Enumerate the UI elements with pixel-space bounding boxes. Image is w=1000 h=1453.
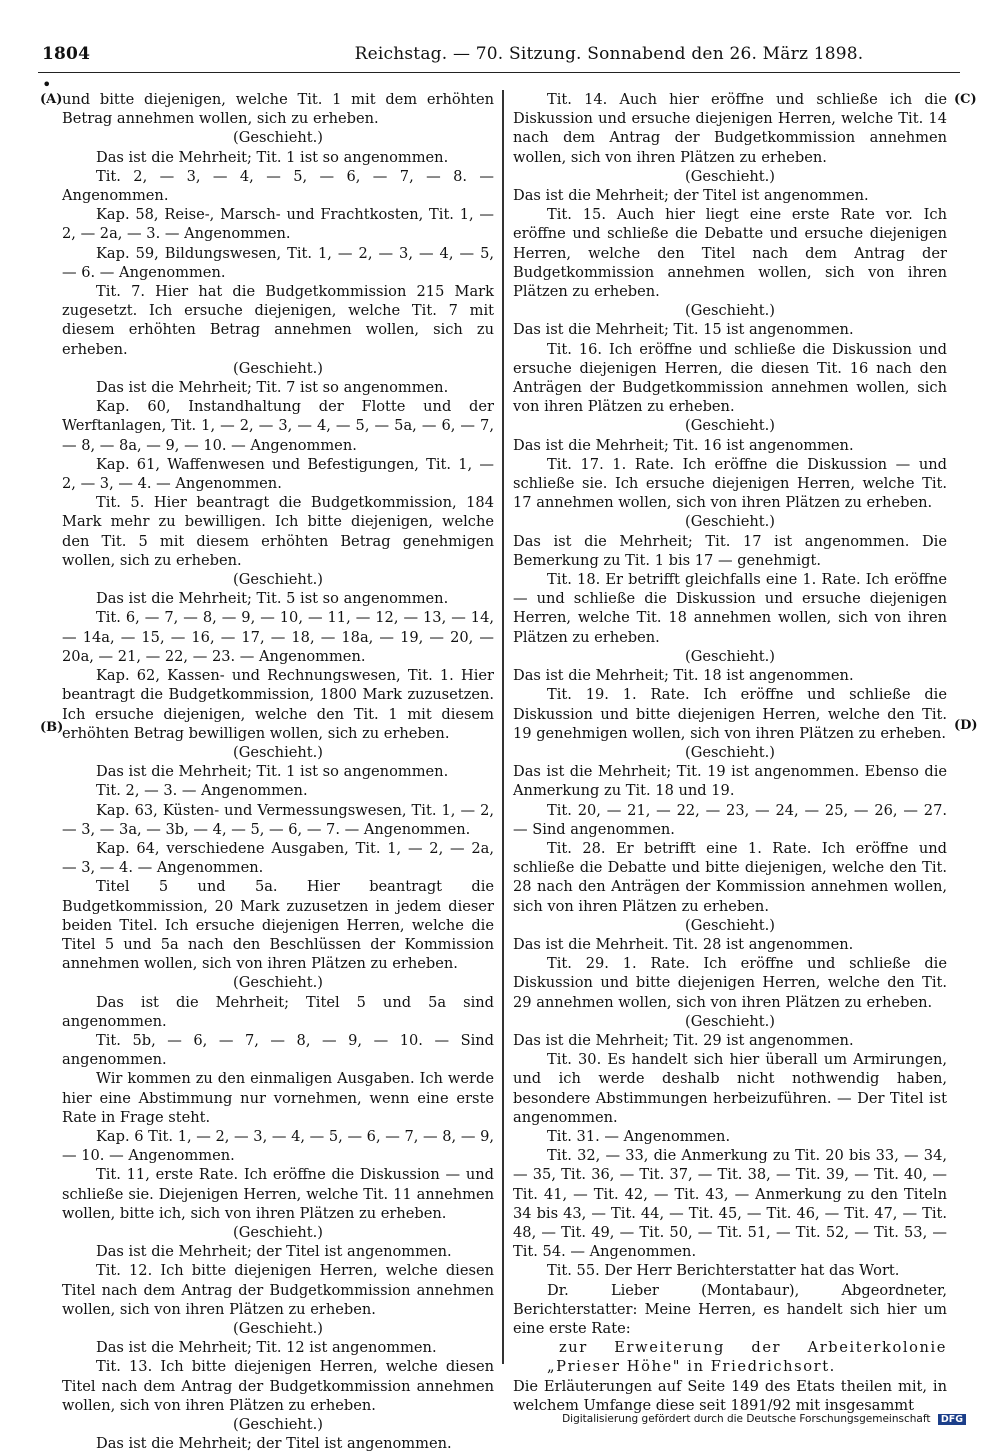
- paragraph: Tit. 18. Er betrifft gleichfalls eine 1. Rate. Ich eröffne — und schließe die Diskussion und ersuche diejenigen Herren, welche Tit. 18 annehmen wollen, sich von ihren Plätzen zu erheben.: [513, 571, 947, 646]
- applause-note: (Geschieht.): [685, 916, 775, 934]
- paragraph: Kap. 59, Bildungswesen, Tit. 1, — 2, — 3, — 4, — 5, — 6. — Angenommen.: [62, 244, 494, 281]
- page-header: [38, 44, 960, 72]
- applause-note: (Geschieht.): [233, 1416, 323, 1434]
- applause-note: (Geschieht.): [685, 647, 775, 665]
- paragraph: Kap. 61, Waffenwesen und Befestigungen, Tit. 1, — 2, — 3, — 4. — Angenommen.: [62, 455, 494, 493]
- paragraph: Kap. 64, verschiedene Ausgaben, Tit. 1, — 2, — 2a, — 3, — 4. — Angenommen.: [62, 839, 494, 877]
- paragraph: Tit. 16. Ich eröffne und schließe die Diskussion und ersuche diejenigen Herren, die diesen Tit. 16 nach den Anträgen der Budgetkommission annehmen wollen, sich von ihren Plätzen zu erheben.: [513, 340, 947, 416]
- paragraph: Tit. 2, — 3. — Angenommen.: [96, 782, 308, 800]
- paragraph: Tit. 30. Es handelt sich hier überall um Armirungen, und ich werde deshalb nicht nothwendig haben, besondere Abstimmungen herbeizuführen. — Der Titel ist angenommen.: [513, 1051, 947, 1126]
- digitization-credit: [562, 1413, 966, 1425]
- applause-note: (Geschieht.): [685, 743, 775, 761]
- applause-note: (Geschieht.): [685, 302, 775, 320]
- paragraph: Das ist die Mehrheit; Tit. 18 ist angenommen.: [513, 667, 854, 685]
- header-rule: [38, 72, 960, 73]
- dfg-logo: DFG: [938, 1414, 966, 1425]
- paragraph: Das ist die Mehrheit; der Titel ist angenommen.: [96, 1435, 452, 1453]
- paragraph: Kap. 62, Kassen- und Rechnungswesen, Tit. 1. Hier beantragt die Budgetkommission, 1800 Mark zuzusetzen. Ich ersuche diejenigen, welche den Tit. 1 mit diesem erhöhten Betrag bewilligen wollen, sich zu erheben.: [62, 667, 494, 742]
- paragraph: Das ist die Mehrheit; der Titel ist angenommen.: [513, 187, 869, 205]
- paragraph: Tit. 55. Der Herr Berichterstatter hat das Wort.: [547, 1262, 900, 1280]
- applause-note: (Geschieht.): [685, 167, 775, 185]
- paragraph: Das ist die Mehrheit; der Titel ist angenommen.: [96, 1243, 452, 1261]
- paragraph: Tit. 6, — 7, — 8, — 9, — 10, — 11, — 12, — 13, — 14, — 14a, — 15, — 16, — 17, — 18, — 18a, — 19, — 20, — 20a, — 21, — 22, — 23. — Angenommen.: [62, 609, 494, 665]
- paragraph: Titel 5 und 5a. Hier beantragt die Budgetkommission, 20 Mark zuzusetzen in jedem dieser beiden Titel. Ich ersuche diejenigen Herren, welche die Titel 5 und 5a nach den Beschlüssen der Kommission annehmen wollen, sich von ihren Plätzen zu erheben.: [62, 878, 494, 973]
- applause-note: (Geschieht.): [233, 1320, 323, 1337]
- paragraph: Tit. 12. Ich bitte diejenigen Herren, welche diesen Titel nach dem Antrag der Budgetkommission annehmen wollen, sich von ihren Plätzen zu erheben.: [62, 1262, 494, 1318]
- paragraph: Das ist die Mehrheit; Tit. 16 ist angenommen.: [513, 436, 854, 454]
- paragraph: Das ist die Mehrheit; Tit. 12 ist angenommen.: [96, 1339, 437, 1357]
- paragraph: Das ist die Mehrheit; Tit. 7 ist so angenommen.: [96, 379, 449, 397]
- applause-note: (Geschieht.): [233, 571, 323, 589]
- paragraph: Das ist die Mehrheit. Tit. 28 ist angenommen.: [513, 935, 854, 953]
- margin-mark-a: (A): [40, 92, 63, 107]
- applause-note: (Geschieht.): [685, 513, 775, 531]
- paragraph: Kap. 60, Instandhaltung der Flotte und der Werftanlagen, Tit. 1, — 2, — 3, — 4, — 5, — 5a, — 6, — 7, — 8, — 8a, — 9, — 10. — Angenommen.: [62, 398, 494, 454]
- applause-note: (Geschieht.): [233, 129, 323, 147]
- margin-mark-c: (C): [954, 92, 977, 107]
- paragraph: Das ist die Mehrheit; Tit. 15 ist angenommen.: [513, 321, 854, 339]
- paragraph: Tit. 28. Er betrifft eine 1. Rate. Ich eröffne und schließe die Debatte und bitte diejenigen, welche den Tit. 28 nach den Anträgen der Kommission annehmen wollen, sich von ihren Plätzen zu erheben.: [513, 839, 947, 915]
- paragraph: Tit. 31. — Angenommen.: [547, 1127, 731, 1145]
- paragraph: Tit. 14. Auch hier eröffne und schließe ich die Diskussion und ersuche diejenigen Herren, welche Tit. 14 nach dem Antrag der Budgetkommission annehmen wollen, sich von ihren Plätzen zu erheben.: [513, 91, 947, 166]
- paragraph: Tit. 15. Auch hier liegt eine erste Rate vor. Ich eröffne und schließe die Debatte und ersuche diejenigen Herren, welche den Titel nach dem Antrag der Budgetkommission annehmen wollen, sich von ihren Plätzen zu erheben.: [513, 206, 947, 301]
- speaker-paragraph: Dr. Lieber (Montabaur), Abgeordneter, Berichterstatter: Meine Herren, es handelt sich hier um eine erste Rate:: [513, 1281, 947, 1337]
- paragraph: Kap. 63, Küsten- und Vermessungswesen, Tit. 1, — 2, — 3, — 3a, — 3b, — 4, — 5, — 6, — 7. — Angenommen.: [62, 801, 494, 838]
- right-column: [513, 90, 947, 1414]
- running-title: Reichstag. — 70. Sitzung. Sonnabend den 26. März 1898.: [354, 44, 864, 64]
- margin-mark-d: (D): [954, 718, 978, 733]
- applause-note: (Geschieht.): [233, 359, 323, 377]
- applause-note: (Geschieht.): [233, 1223, 323, 1241]
- applause-note: (Geschieht.): [233, 743, 323, 761]
- column-divider: [502, 90, 504, 1364]
- paragraph: Das ist die Mehrheit; Tit. 29 ist angenommen.: [513, 1031, 854, 1049]
- applause-note: (Geschieht.): [685, 417, 775, 435]
- credit-text: Digitalisierung gefördert durch die Deutsche Forschungsgemeinschaft: [562, 1413, 931, 1425]
- paragraph: Das ist die Mehrheit; Titel 5 und 5a sind angenommen.: [62, 993, 494, 1030]
- paragraph: Tit. 2, — 3, — 4, — 5, — 6, — 7, — 8. — Angenommen.: [62, 167, 494, 205]
- paragraph: Das ist die Mehrheit; Tit. 19 ist angenommen. Ebenso die Anmerkung zu Tit. 18 und 19.: [513, 763, 947, 800]
- paragraph: Das ist die Mehrheit; Tit. 5 ist so angenommen.: [96, 590, 449, 608]
- paragraph: Tit. 19. 1. Rate. Ich eröffne und schließe die Diskussion und bitte diejenigen Herren, welche den Tit. 19 genehmigen wollen, sich von ihren Plätzen zu erheben.: [513, 686, 947, 742]
- paragraph: Wir kommen zu den einmaligen Ausgaben. Ich werde hier eine Abstimmung nur vornehmen, wenn eine erste Rate in Frage steht.: [62, 1070, 494, 1126]
- paragraph: und bitte diejenigen, welche Tit. 1 mit dem erhöhten Betrag annehmen wollen, sich zu erheben.: [62, 91, 494, 128]
- applause-note: (Geschieht.): [233, 974, 323, 992]
- margin-mark-b: (B): [40, 720, 64, 735]
- paragraph: Tit. 7. Hier hat die Budgetkommission 215 Mark zugesetzt. Ich ersuche diejenigen, welche Tit. 7 mit diesem erhöhten Betrag annehmen wollen, sich zu erheben.: [62, 283, 494, 358]
- quoted-item: zur Erweiterung der Arbeiterkolonie „Prieser Höhe" in Friedrichsort.: [547, 1339, 947, 1376]
- paragraph: Die Erläuterungen auf Seite 149 des Etats theilen mit, in welchem Umfange diese seit 1891/92 mit insgesammt: [513, 1377, 947, 1414]
- paragraph: Das ist die Mehrheit; Tit. 1 ist so angenommen.: [96, 763, 449, 781]
- applause-note: (Geschieht.): [685, 1012, 775, 1030]
- paragraph: Tit. 32, — 33, die Anmerkung zu Tit. 20 bis 33, — 34, — 35, Tit. 36, — Tit. 37, — Tit. 38, — Tit. 39, — Tit. 40, — Tit. 41, — Tit. 42, — Tit. 43, — Anmerkung zu den Titeln 34 bis 43, — Tit. 44, — Tit. 45, — Tit. 46, — Tit. 47, — Tit. 48, — Tit. 49, — Tit. 50, — Tit. 51, — Tit. 52, — Tit. 53, — Tit. 54. — Angenommen.: [513, 1147, 947, 1261]
- paragraph: Das ist die Mehrheit; Tit. 1 ist so angenommen.: [96, 148, 449, 166]
- paragraph: Das ist die Mehrheit; Tit. 17 ist angenommen. Die Bemerkung zu Tit. 1 bis 17 — genehmigt.: [513, 532, 947, 569]
- paragraph: Tit. 11, erste Rate. Ich eröffne die Diskussion — und schließe sie. Diejenigen Herren, welche Tit. 11 annehmen wollen, bitte ich, sich von ihren Plätzen zu erheben.: [62, 1166, 494, 1222]
- paragraph: Kap. 6 Tit. 1, — 2, — 3, — 4, — 5, — 6, — 7, — 8, — 9, — 10. — Angenommen.: [62, 1127, 494, 1165]
- left-column: [62, 90, 494, 1453]
- paragraph: Tit. 5b, — 6, — 7, — 8, — 9, — 10. — Sind angenommen.: [62, 1031, 494, 1069]
- paragraph: Tit. 5. Hier beantragt die Budgetkommission, 184 Mark mehr zu bewilligen. Ich bitte diejenigen, welche den Tit. 5 mit diesem erhöhten Betrag genehmigen wollen, sich zu erheben.: [62, 494, 494, 569]
- top-dot-mark: •: [42, 75, 52, 94]
- paragraph: Kap. 58, Reise-, Marsch- und Frachtkosten, Tit. 1, — 2, — 2a, — 3. — Angenommen.: [62, 206, 494, 243]
- paragraph: Tit. 13. Ich bitte diejenigen Herren, welche diesen Titel nach dem Antrag der Budgetkommission annehmen wollen, sich von ihren Plätzen zu erheben.: [62, 1358, 494, 1414]
- paragraph: Tit. 20, — 21, — 22, — 23, — 24, — 25, — 26, — 27. — Sind angenommen.: [513, 801, 947, 838]
- paragraph: Tit. 17. 1. Rate. Ich eröffne die Diskussion — und schließe sie. Ich ersuche diejenigen Herren, welche Tit. 17 annehmen wollen, sich von ihren Plätzen zu erheben.: [513, 455, 947, 512]
- paragraph: Tit. 29. 1. Rate. Ich eröffne und schließe die Diskussion und bitte diejenigen Herren, welche den Tit. 29 annehmen wollen, sich von ihren Plätzen zu erheben.: [513, 955, 947, 1011]
- page-number: 1804: [42, 44, 91, 64]
